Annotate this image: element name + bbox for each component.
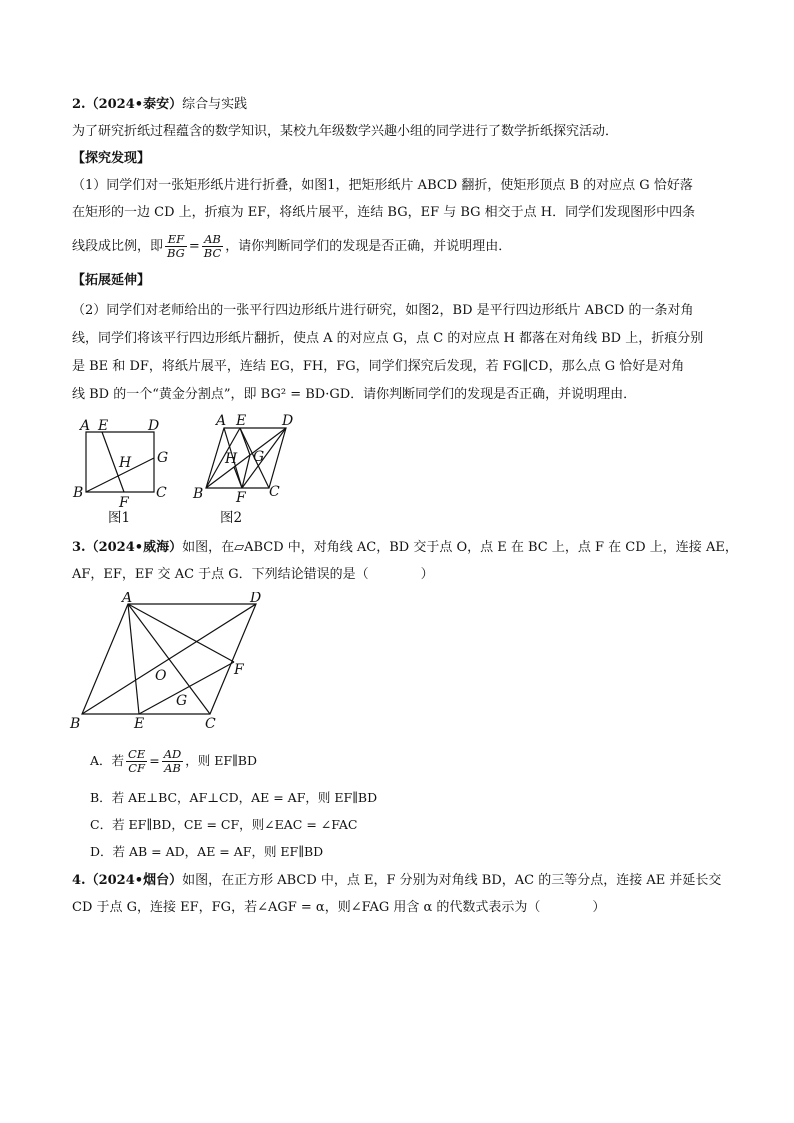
q3-figure [66,592,286,742]
q3-option-c: C．若 EF∥BD，CE = CF，则∠EAC = ∠FAC [90,817,358,832]
q3-option-b: B．若 AE⊥BC，AF⊥CD，AE = AF，则 EF∥BD [90,790,378,805]
fig1-label-g: G [157,450,169,466]
fraction-denominator: AB [164,761,181,775]
q3-label-f: F [234,662,244,678]
q4-line2: CD 于点 G，连接 EF，FG，若∠AGF = α，则∠FAG 用含 α 的代数式表示为（ ） [72,900,606,915]
fig2-label-b: B [193,486,204,502]
fraction-ce-over-cf [126,748,147,775]
fig2-label-h: H [225,451,238,467]
fig1-label-h: H [119,455,132,471]
figure-1 [72,418,168,526]
fraction-numerator: AB [202,233,223,247]
q4-text-line1: 如图，在正方形 ABCD 中，点 E，F 分别为对角线 BD，AC 的三等分点，连接 AE 并延长交 [182,873,722,888]
q2-section2-title: 【拓展延伸】 [72,273,151,288]
fig2-label-a: A [216,413,227,429]
fraction-denominator: BG [167,246,185,260]
q2-part2-line3: 是 BE 和 DF，将纸片展平，连结 EG，FH，FG，同学们探究后发现，若 FG∥CD，那么点 G 恰好是对角 [72,359,685,374]
q3-label-g: G [176,693,188,709]
fraction-ef-over-bg [165,233,187,260]
fraction-numerator: CE [128,747,146,761]
q3-option-d: D．若 AB = AD，AE = AF，则 EF∥BD [90,844,324,859]
q2-part1-line2: 在矩形的一边 CD 上，折痕为 EF，将纸片展平，连结 BG，EF 与 BG 相交于点 H．同学们发现图形中四条 [72,205,696,220]
q3-label-b: B [70,716,81,732]
fig2-label-c: C [269,484,280,500]
q2-title: 综合与实践 [182,97,248,112]
fraction-denominator: BC [203,246,222,260]
q2-part2-line4: 线 BD 的一个“黄金分割点”，即 BG² = BD·GD．请你判断同学们的发现是否正确，并说明理由． [72,387,637,402]
q2-part2-line2: 线，同学们将该平行四边形纸片翻折，使点 A 的对应点 G，点 C 的对应点 H 都落在对角线 BD 上，折痕分别 [72,331,704,346]
fig1-label-d: D [148,418,160,434]
q2-intro: 为了研究折纸过程蕴含的数学知识，某校九年级数学兴趣小组的同学进行了数学折纸探究活动． [72,124,619,139]
q3-option-a [90,745,257,777]
q2-section1-title: 【探究发现】 [72,151,151,166]
figure-2 [192,413,293,526]
q3-label-c: C [205,716,216,732]
fig1-label-c: C [156,485,167,501]
fig1-label-a: A [80,418,91,434]
q3-label-e: E [134,716,145,732]
q3-segment-af [128,604,234,662]
q3-label-a: A [122,592,133,606]
fig2-label-f: F [236,490,246,506]
fraction-ad-over-ab [162,748,184,775]
q2-part1-line3-suffix: ，请你判断同学们的发现是否正确，并说明理由． [225,239,512,254]
q3-line2: AF，EF，EF 交 AC 于点 G．下列结论错误的是（ ） [72,567,434,582]
q2-header [72,96,732,114]
fig2-label-e: E [236,413,247,429]
fig1-caption: 图1 [108,510,131,526]
q3-source: （2024•威海） [85,540,183,555]
fig1-label-f: F [119,495,129,511]
q4-line1 [72,872,732,890]
q3-number: 3. [72,540,86,555]
q3-line1 [72,539,738,557]
fig2-caption: 图2 [220,510,243,526]
q3-segment-ae [128,604,139,714]
q3-option-a-prefix: A．若 [90,753,125,768]
q3-label-o: O [155,668,167,684]
fig1-label-e: E [98,418,109,434]
q3-label-d: D [250,592,262,606]
q2-part1-line3 [72,231,732,263]
q3-text-line1: 如图，在▱ABCD 中，对角线 AC，BD 交于点 O，点 E 在 BC 上，点 F 在 CD 上，连接 AE， [182,540,738,555]
q3-option-a-suffix: ，则 EF∥BD [185,753,258,768]
fraction-ab-over-bc [202,233,223,260]
equals-sign: = [188,239,200,254]
fraction-denominator: CF [128,761,146,775]
q2-part1-line3-prefix: 线段成比例，即 [72,239,164,254]
fraction-numerator: EF [165,233,187,247]
equals-sign: = [149,753,160,768]
q2-number: 2. [72,97,86,112]
q2-figures [70,410,320,530]
q2-part1-line1: （1）同学们对一张矩形纸片进行折叠，如图1，把矩形纸片 ABCD 翻折，使矩形顶点 B 的对应点 G 恰好落 [72,178,693,193]
q4-source: （2024•烟台） [85,873,183,888]
fig2-label-d: D [282,413,294,429]
fig2-label-g: G [253,449,265,465]
q2-part2-line1: （2）同学们对老师给出的一张平行四边形纸片进行研究，如图2，BD 是平行四边形纸片 ABCD 的一条对角 [72,303,694,318]
fraction-numerator: AD [163,747,182,761]
fig2-diagonal-bd [206,428,286,488]
q2-source: （2024•泰安） [85,97,183,112]
q4-number: 4. [72,873,86,888]
fig1-label-b: B [73,485,84,501]
